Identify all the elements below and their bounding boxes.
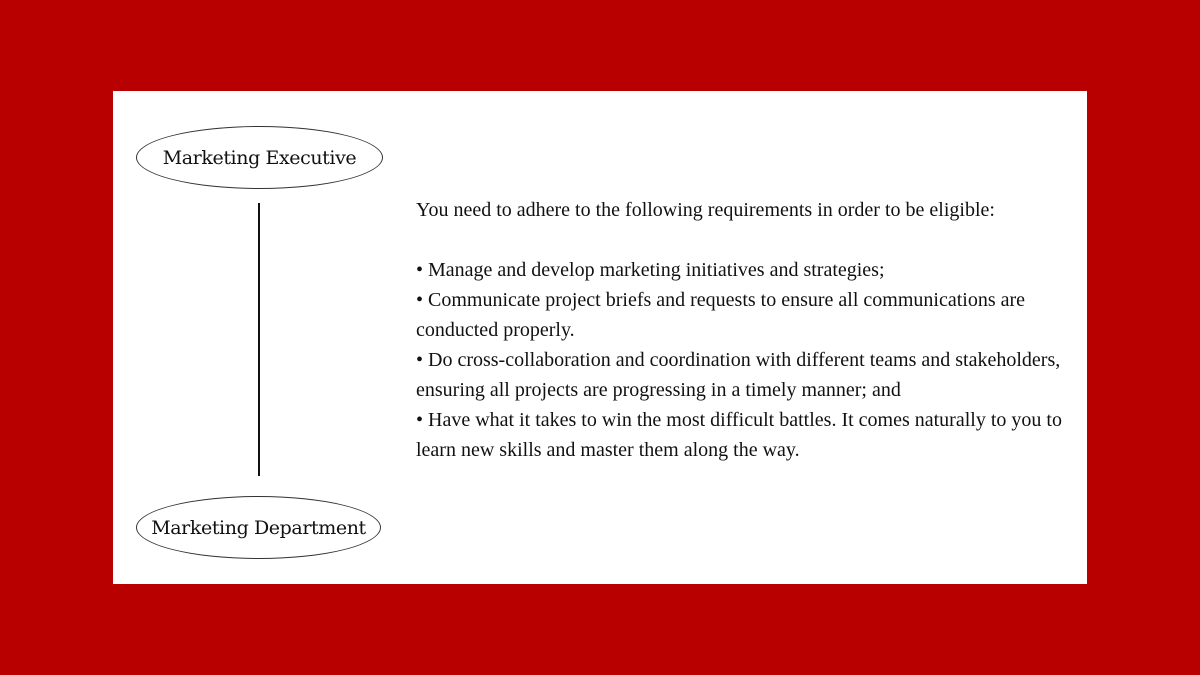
marketing-department-node xyxy=(136,496,381,559)
marketing-executive-label: Marketing Executive xyxy=(162,146,357,169)
content-card xyxy=(113,91,1087,584)
requirement-item: • Manage and develop marketing initiatives and strategies; xyxy=(416,259,885,281)
marketing-executive-node xyxy=(136,126,383,189)
requirement-item: • Have what it takes to win the most difficult battles. It comes naturally to you to learn new skills and master them along the way. xyxy=(416,409,1062,461)
requirements-intro: You need to adhere to the following requirements in order to be eligible: xyxy=(416,199,995,221)
requirement-item: • Do cross-collaboration and coordination with different teams and stakeholders, ensuring all projects are progressing in a timely manner; and xyxy=(416,349,1061,401)
requirement-item: • Communicate project briefs and requests to ensure all communications are conducted properly. xyxy=(416,289,1026,341)
marketing-department-label: Marketing Department xyxy=(151,516,366,539)
connector-line xyxy=(258,203,260,476)
requirements-text xyxy=(416,195,1076,465)
